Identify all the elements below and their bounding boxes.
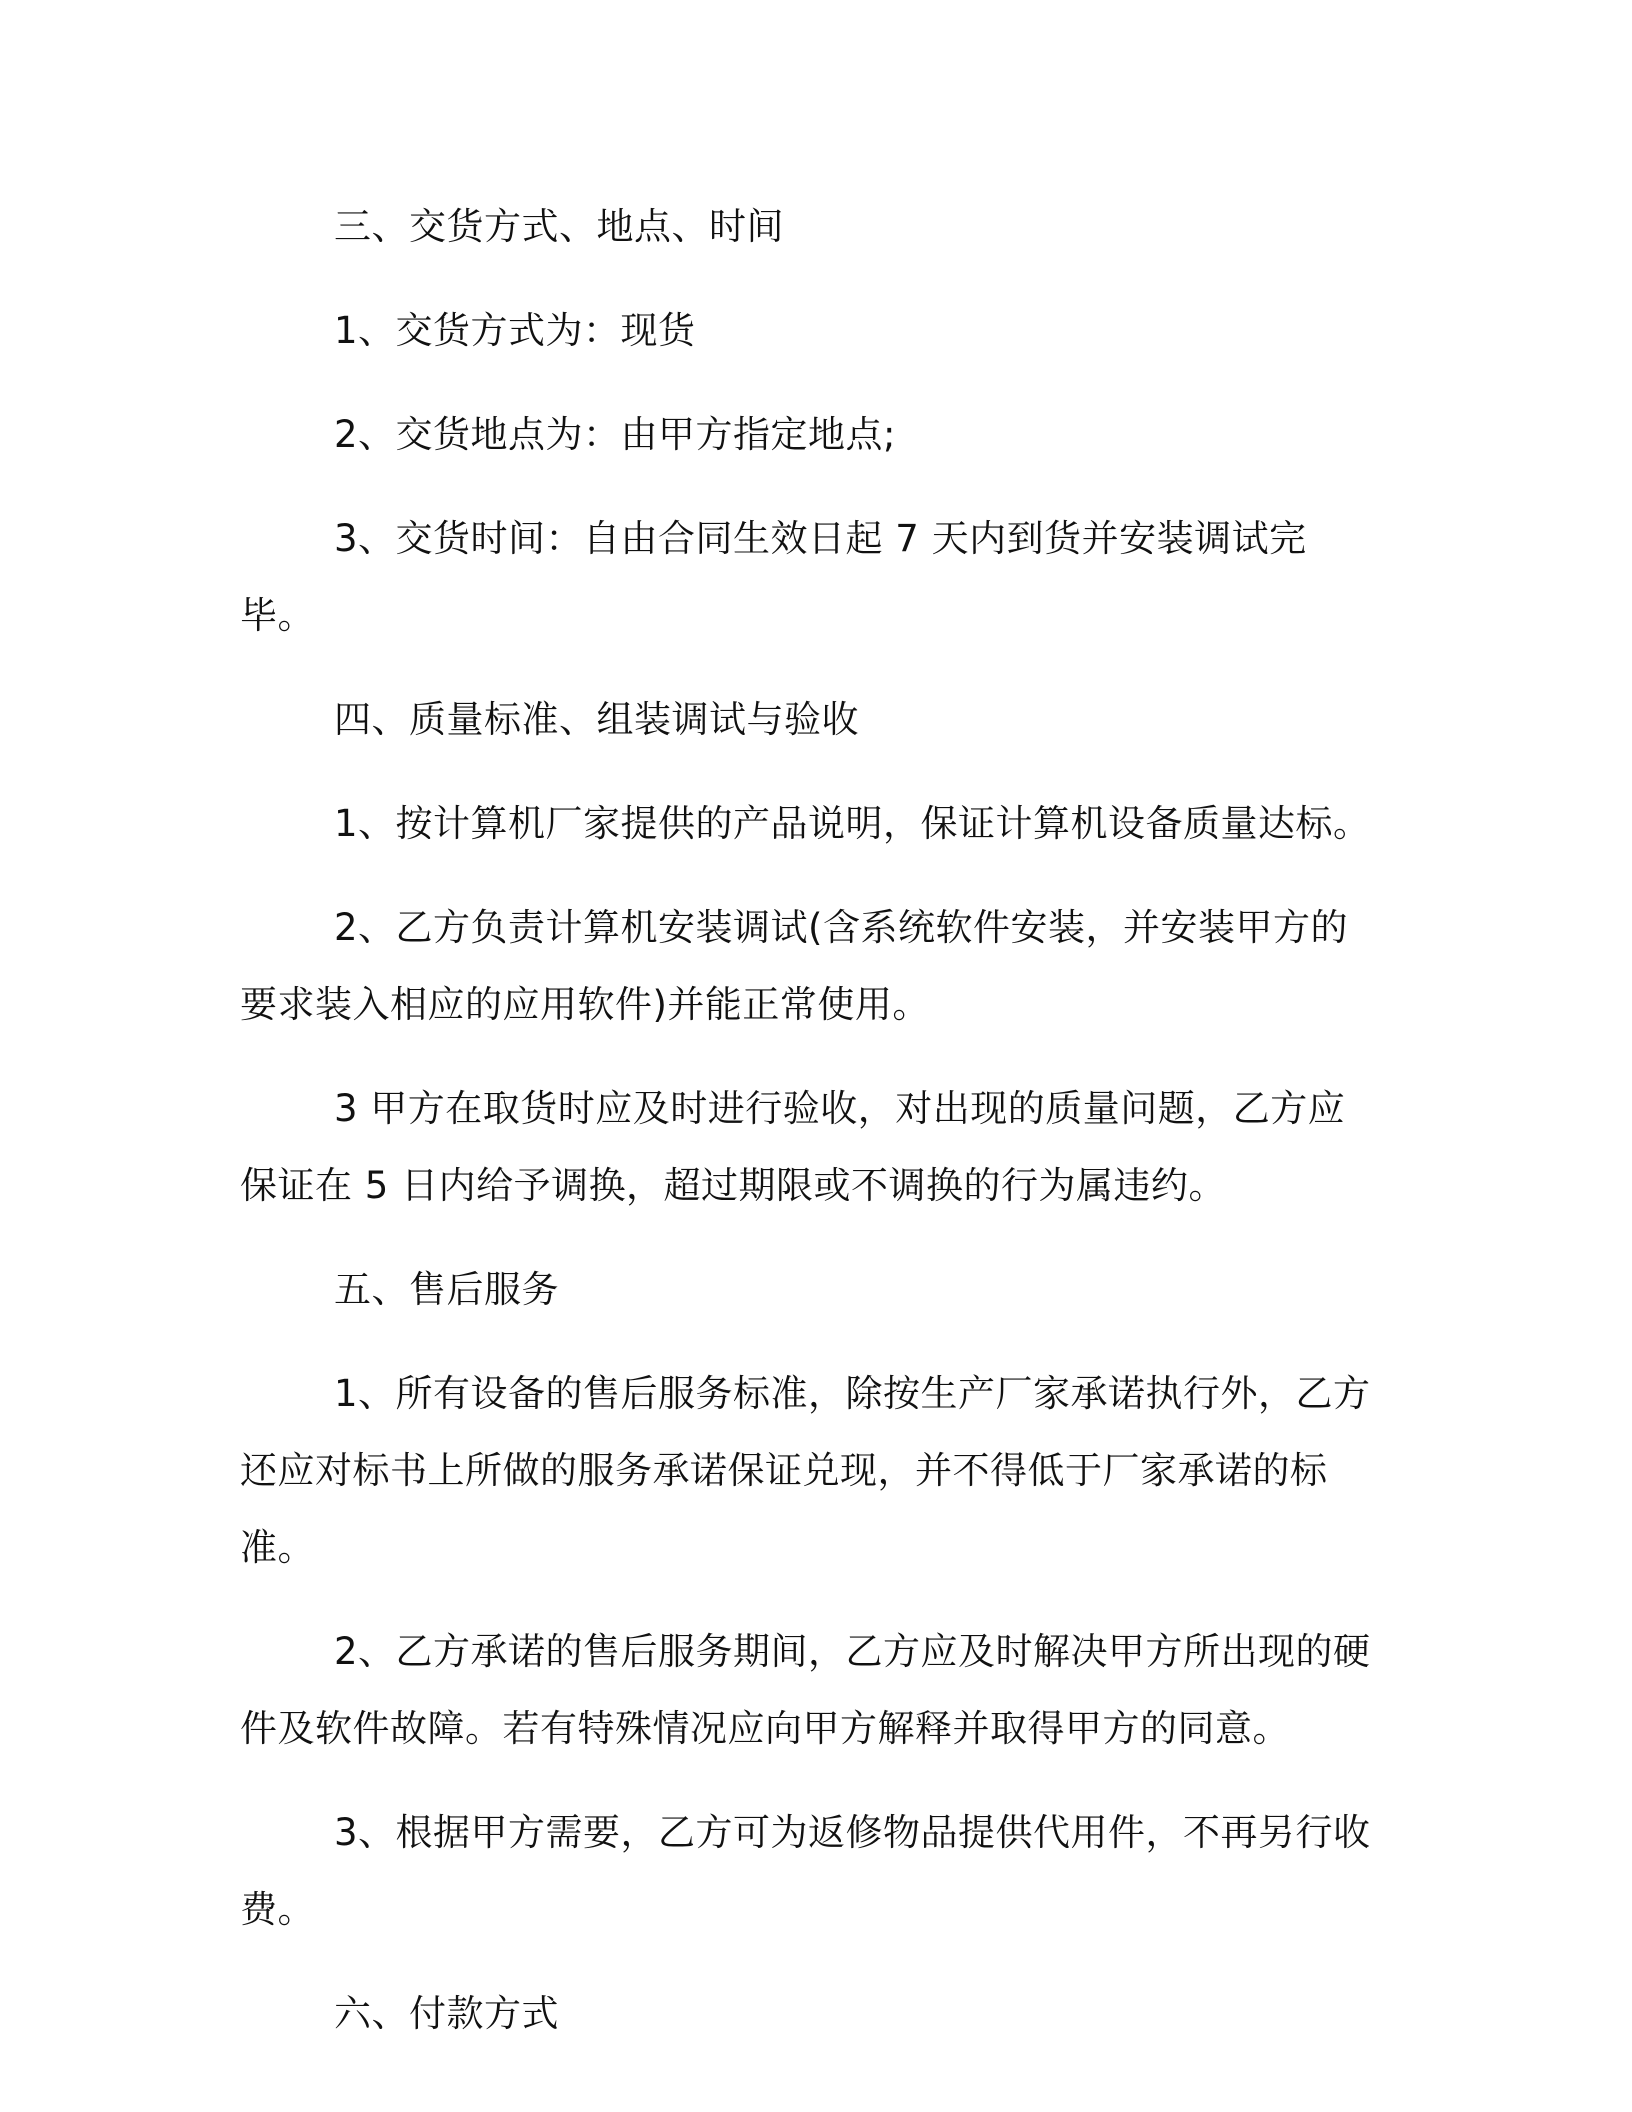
clause-service-standard: 1、所有设备的售后服务标准，除按生产厂家承诺执行外，乙方还应对标书上所做的服务承诺保证兑现，并不得低于厂家承诺的标准。 [240,1372,1371,1569]
clause-delivery-place: 2、交货地点为：由甲方指定地点; [334,413,897,456]
clause-acceptance: 3 甲方在取货时应及时进行验收，对出现的质量问题，乙方应保证在 5 日内给予调换，超过期限或不调换的行为属违约。 [240,1087,1346,1207]
clause-substitute-parts: 3、根据甲方需要，乙方可为返修物品提供代用件，不再另行收费。 [240,1811,1371,1931]
clause-service-period: 2、乙方承诺的售后服务期间，乙方应及时解决甲方所出现的硬件及软件故障。若有特殊情况应向甲方解释并取得甲方的同意。 [240,1630,1371,1750]
section-heading-after-sales: 五、售后服务 [334,1268,559,1311]
clause-quality-standard: 1、按计算机厂家提供的产品说明，保证计算机设备质量达标。 [334,802,1371,845]
section-heading-payment: 六、付款方式 [334,1992,559,2035]
clause-installation: 2、乙方负责计算机安装调试(含系统软件安装，并安装甲方的要求装入相应的应用软件)并能正常使用。 [240,906,1348,1026]
section-heading-quality: 四、质量标准、组装调试与验收 [334,698,859,741]
document-body [240,188,1380,2079]
clause-delivery-time: 3、交货时间：自由合同生效日起 7 天内到货并安装调试完毕。 [240,517,1307,637]
clause-delivery-method: 1、交货方式为：现货 [334,309,696,352]
section-heading-delivery: 三、交货方式、地点、时间 [334,205,784,248]
